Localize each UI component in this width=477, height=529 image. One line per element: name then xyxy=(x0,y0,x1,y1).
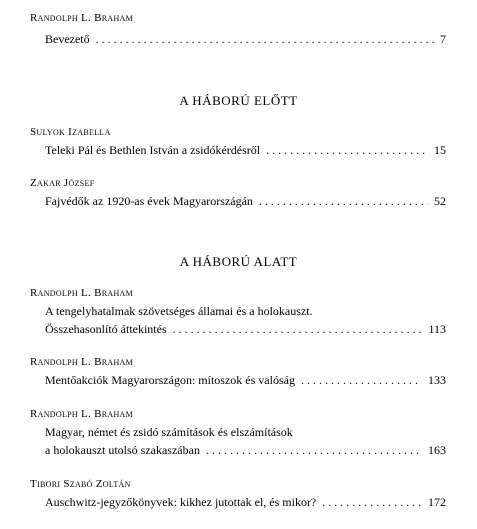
page-number: 7 xyxy=(440,32,446,46)
section-heading: A HÁBORÚ ALATT xyxy=(179,254,298,269)
toc-entry xyxy=(45,423,446,459)
toc-line xyxy=(45,141,446,159)
entry-title: Bevezető xyxy=(45,32,90,46)
toc-line xyxy=(45,320,446,338)
toc-line xyxy=(45,371,446,389)
page-number: 15 xyxy=(434,143,446,157)
entry-author: Randolph L. Braham xyxy=(30,408,134,420)
toc-line xyxy=(45,30,446,48)
entry-title: a holokauszt utolsó szakaszában xyxy=(45,443,200,457)
entry-title-line1: Magyar, német és zsidó számítások és elszámítások xyxy=(45,425,293,439)
entry-title: Fajvédők az 1920-as évek Magyarországán xyxy=(45,194,253,208)
entry-author: Zakar József xyxy=(30,177,95,189)
toc-entry xyxy=(45,30,446,48)
toc-entry xyxy=(45,141,446,159)
toc-entry xyxy=(45,493,446,511)
page-number: 52 xyxy=(434,194,446,208)
entry-title-line1: A tengelyhatalmak szövetséges államai és a holokauszt. xyxy=(45,304,313,318)
entry-author: Randolph L. Braham xyxy=(30,12,134,24)
entry-title: Teleki Pál és Bethlen István a zsidókérdésről xyxy=(45,143,261,157)
toc-line xyxy=(45,192,446,210)
dot-leader xyxy=(96,30,434,48)
page-number: 163 xyxy=(428,443,446,457)
dot-leader xyxy=(266,141,428,159)
toc-line xyxy=(45,441,446,459)
dot-leader xyxy=(173,320,423,338)
page-number: 172 xyxy=(428,495,446,509)
toc-entry xyxy=(45,192,446,210)
section-heading: A HÁBORÚ ELŐTT xyxy=(179,93,298,108)
page-number: 133 xyxy=(428,373,446,387)
toc-entry xyxy=(45,302,446,338)
page-number: 113 xyxy=(428,322,446,336)
dot-leader xyxy=(322,493,422,511)
entry-author: Randolph L. Braham xyxy=(30,356,134,368)
entry-title: Auschwitz-jegyzőkönyvek: kikhez jutottak el, és mikor? xyxy=(45,495,317,509)
dot-leader xyxy=(301,371,422,389)
entry-title: Összehasonlító áttekintés xyxy=(45,322,167,336)
toc-entry xyxy=(45,371,446,389)
entry-title: Mentőakciók Magyarországon: mítoszok és valóság xyxy=(45,373,295,387)
entry-author: Sulyok Izabella xyxy=(30,126,111,138)
dot-leader xyxy=(206,441,422,459)
toc-line xyxy=(45,493,446,511)
dot-leader xyxy=(259,192,428,210)
entry-author: Randolph L. Braham xyxy=(30,287,134,299)
entry-author: Tibori Szabó Zoltán xyxy=(30,478,131,490)
